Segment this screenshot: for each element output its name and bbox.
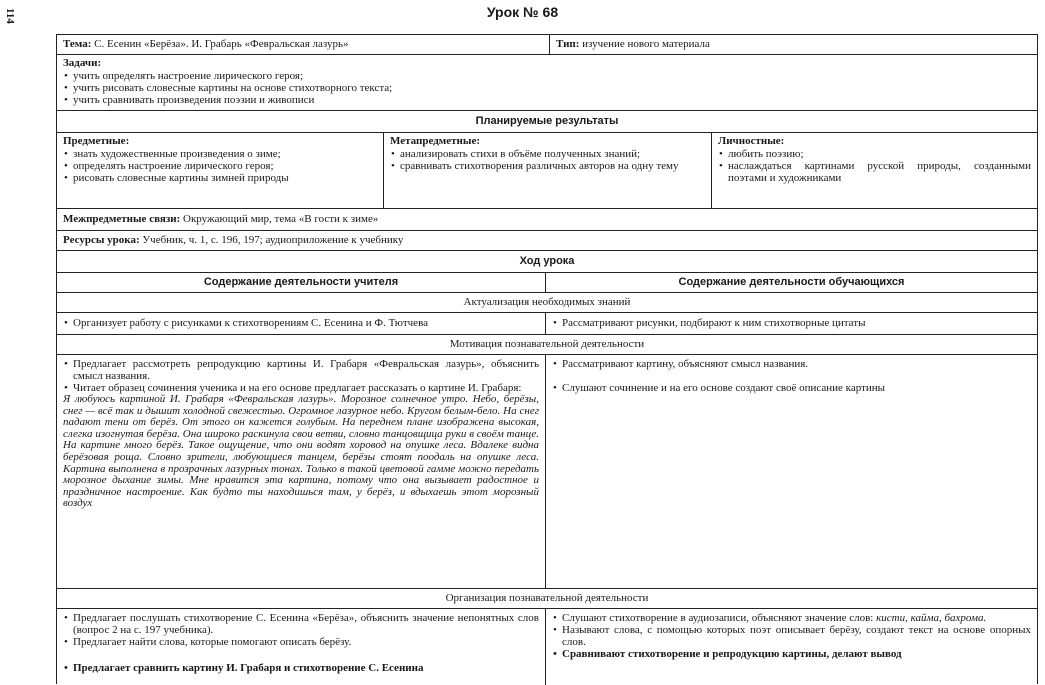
students-text: Слушают стихотворение в аудиозаписи, объясняют значение слов: <box>562 612 874 624</box>
lesson-plan-table <box>56 34 1038 684</box>
list-item: • Сравнивают стихотворение и репродукцию картины, делают вывод <box>552 648 1031 660</box>
list-item: • учить сравнивать произведения поэзии и живописи <box>63 94 1031 106</box>
planned-results-heading-row <box>57 111 1037 133</box>
type-cell <box>549 35 1037 54</box>
tasks-row <box>57 55 1037 111</box>
stage-title: Мотивация познавательной деятельности <box>449 338 645 350</box>
list-item: • Предлагает найти слова, которые помогают описать берёзу. <box>63 636 539 648</box>
list-item: • любить поэзию; <box>718 148 1031 160</box>
topic-row <box>57 35 1037 55</box>
stage-content-row <box>57 355 1037 589</box>
resources-cell <box>57 231 1037 250</box>
list-item: • анализировать стихи в объёме полученных знаний; <box>390 148 705 160</box>
interdisciplinary-row <box>57 209 1037 231</box>
tasks-cell <box>57 55 1037 110</box>
column-headers-row <box>57 273 1037 293</box>
stage-title-row <box>57 335 1037 355</box>
students-activity <box>545 355 1037 588</box>
resources-label: Ресурсы урока: <box>63 234 140 246</box>
list-item: • определять настроение лирического героя; <box>63 160 377 172</box>
topic-label: Тема: <box>63 38 92 50</box>
tasks-list <box>63 70 1031 106</box>
topic-text: С. Есенин «Берёза». И. Грабарь «Февральская лазурь» <box>94 38 349 50</box>
type-label: Тип: <box>556 38 580 50</box>
list-item: • знать художественные произведения о зиме; <box>63 148 377 160</box>
students-activity <box>545 609 1037 685</box>
tasks-label: Задачи: <box>63 57 102 69</box>
list-item: • рисовать словесные картины зимней природы <box>63 172 377 184</box>
list-item: • учить определять настроение лирического героя; <box>63 70 1031 82</box>
teacher-column-header: Содержание деятельности учителя <box>203 276 399 288</box>
personal-label: Личностные: <box>718 135 785 147</box>
list-item: • Предлагает послушать стихотворение С. Есенина «Берёза», объяснить значение непонятных слов (вопрос 2 на с. 197 учебника). <box>63 612 539 636</box>
teacher-activity <box>57 609 545 685</box>
meta-label: Метапредметные: <box>390 135 481 147</box>
list-item: • Рассматривают картину, объясняют смысл названия. <box>552 358 1031 370</box>
stage-title-row <box>57 293 1037 313</box>
meta-results <box>383 133 711 208</box>
essay-text: Я любуюсь картиной И. Грабаря «Февральская лазурь». Морозное солнечное утро. Небо, берёзы, снег — всё так и дышит холодной свежестью. Огромное лазурное небо. Кругом белым-бело. На снег падают тени от берёз. От этого он кажется голубым. На переднем плане изображена высокая, слегка изогнутая берёза. Она широко раскинула свои ветви, словно танцовщица руки в своём танце. На картине много берёз. Такое ощущение, что они водят хоровод на опушке леса. Вдалеке видна берёзовая роща. Словно зрители, любующиеся танцем, берёзы стоят поодаль на опушке леса. Картина выполнена в прозрачных лазурных тонах. Только в такой цветовой гамме можно передать морозное дыхание зимы. Мне нравится эта картина, потому что она вызывает радостное и праздничное настроение. Как будто ты находишься там, у берёз, и вдыхаешь этот морозный воздух <box>63 393 539 510</box>
personal-results <box>711 133 1037 208</box>
teacher-activity <box>57 355 545 588</box>
list-item: • сравнивать стихотворения различных авторов на одну тему <box>390 160 705 172</box>
stage-title-row <box>57 589 1037 609</box>
type-text: изучение нового материала <box>582 38 710 50</box>
planned-results-row <box>57 133 1037 209</box>
list-item: • Организует работу с рисунками к стихотворениям С. Есенина и Ф. Тютчева <box>63 317 539 329</box>
stage-title: Организация познавательной деятельности <box>445 592 649 604</box>
list-item: • Читает образец сочинения ученика и на его основе предлагает рассказать о картине И. Грабаря: <box>63 382 539 394</box>
subject-results <box>57 133 383 208</box>
students-activity <box>545 313 1037 334</box>
resources-text: Учебник, ч. 1, с. 196, 197; аудиоприложение к учебнику <box>142 234 404 246</box>
teacher-activity <box>57 313 545 334</box>
list-item: • наслаждаться картинами русской природы, созданными поэтами и художниками <box>718 160 1031 184</box>
resources-row <box>57 231 1037 251</box>
list-item: • Предлагает рассмотреть репродукцию картины И. Грабаря «Февральская лазурь», объяснить смысл названия. <box>63 358 539 382</box>
list-item <box>552 612 1031 624</box>
subject-label: Предметные: <box>63 135 130 147</box>
interdisciplinary-cell <box>57 209 1037 230</box>
list-item: • Предлагает сравнить картину И. Грабаря и стихотворение С. Есенина <box>63 662 539 674</box>
list-item: • учить рисовать словесные картины на основе стихотворного текста; <box>63 82 1031 94</box>
planned-results-heading: Планируемые результаты <box>475 115 619 127</box>
interdisciplinary-label: Межпредметные связи: <box>63 213 181 225</box>
list-item: • Рассматривают рисунки, подбирают к ним стихотворные цитаты <box>552 317 1031 329</box>
lesson-title: Урок № 68 <box>486 4 559 20</box>
course-heading-row <box>57 251 1037 273</box>
course-heading: Ход урока <box>519 255 575 267</box>
students-terms: кисти, кайма, бахрома. <box>876 612 987 624</box>
stage-content-row <box>57 313 1037 335</box>
topic-cell <box>57 35 549 54</box>
students-column-header: Содержание деятельности обучающихся <box>545 273 1037 292</box>
list-item: • Называют слова, с помощью которых поэт описывает берёзу, создают текст на основе опорных слов. <box>552 624 1031 648</box>
list-item: • Слушают сочинение и на его основе создают своё описание картины <box>552 382 1031 394</box>
stage-title: Актуализация необходимых знаний <box>463 296 631 308</box>
interdisciplinary-text: Окружающий мир, тема «В гости к зиме» <box>183 213 379 225</box>
stage-content-row <box>57 609 1037 685</box>
page-number: 114 <box>4 8 16 24</box>
